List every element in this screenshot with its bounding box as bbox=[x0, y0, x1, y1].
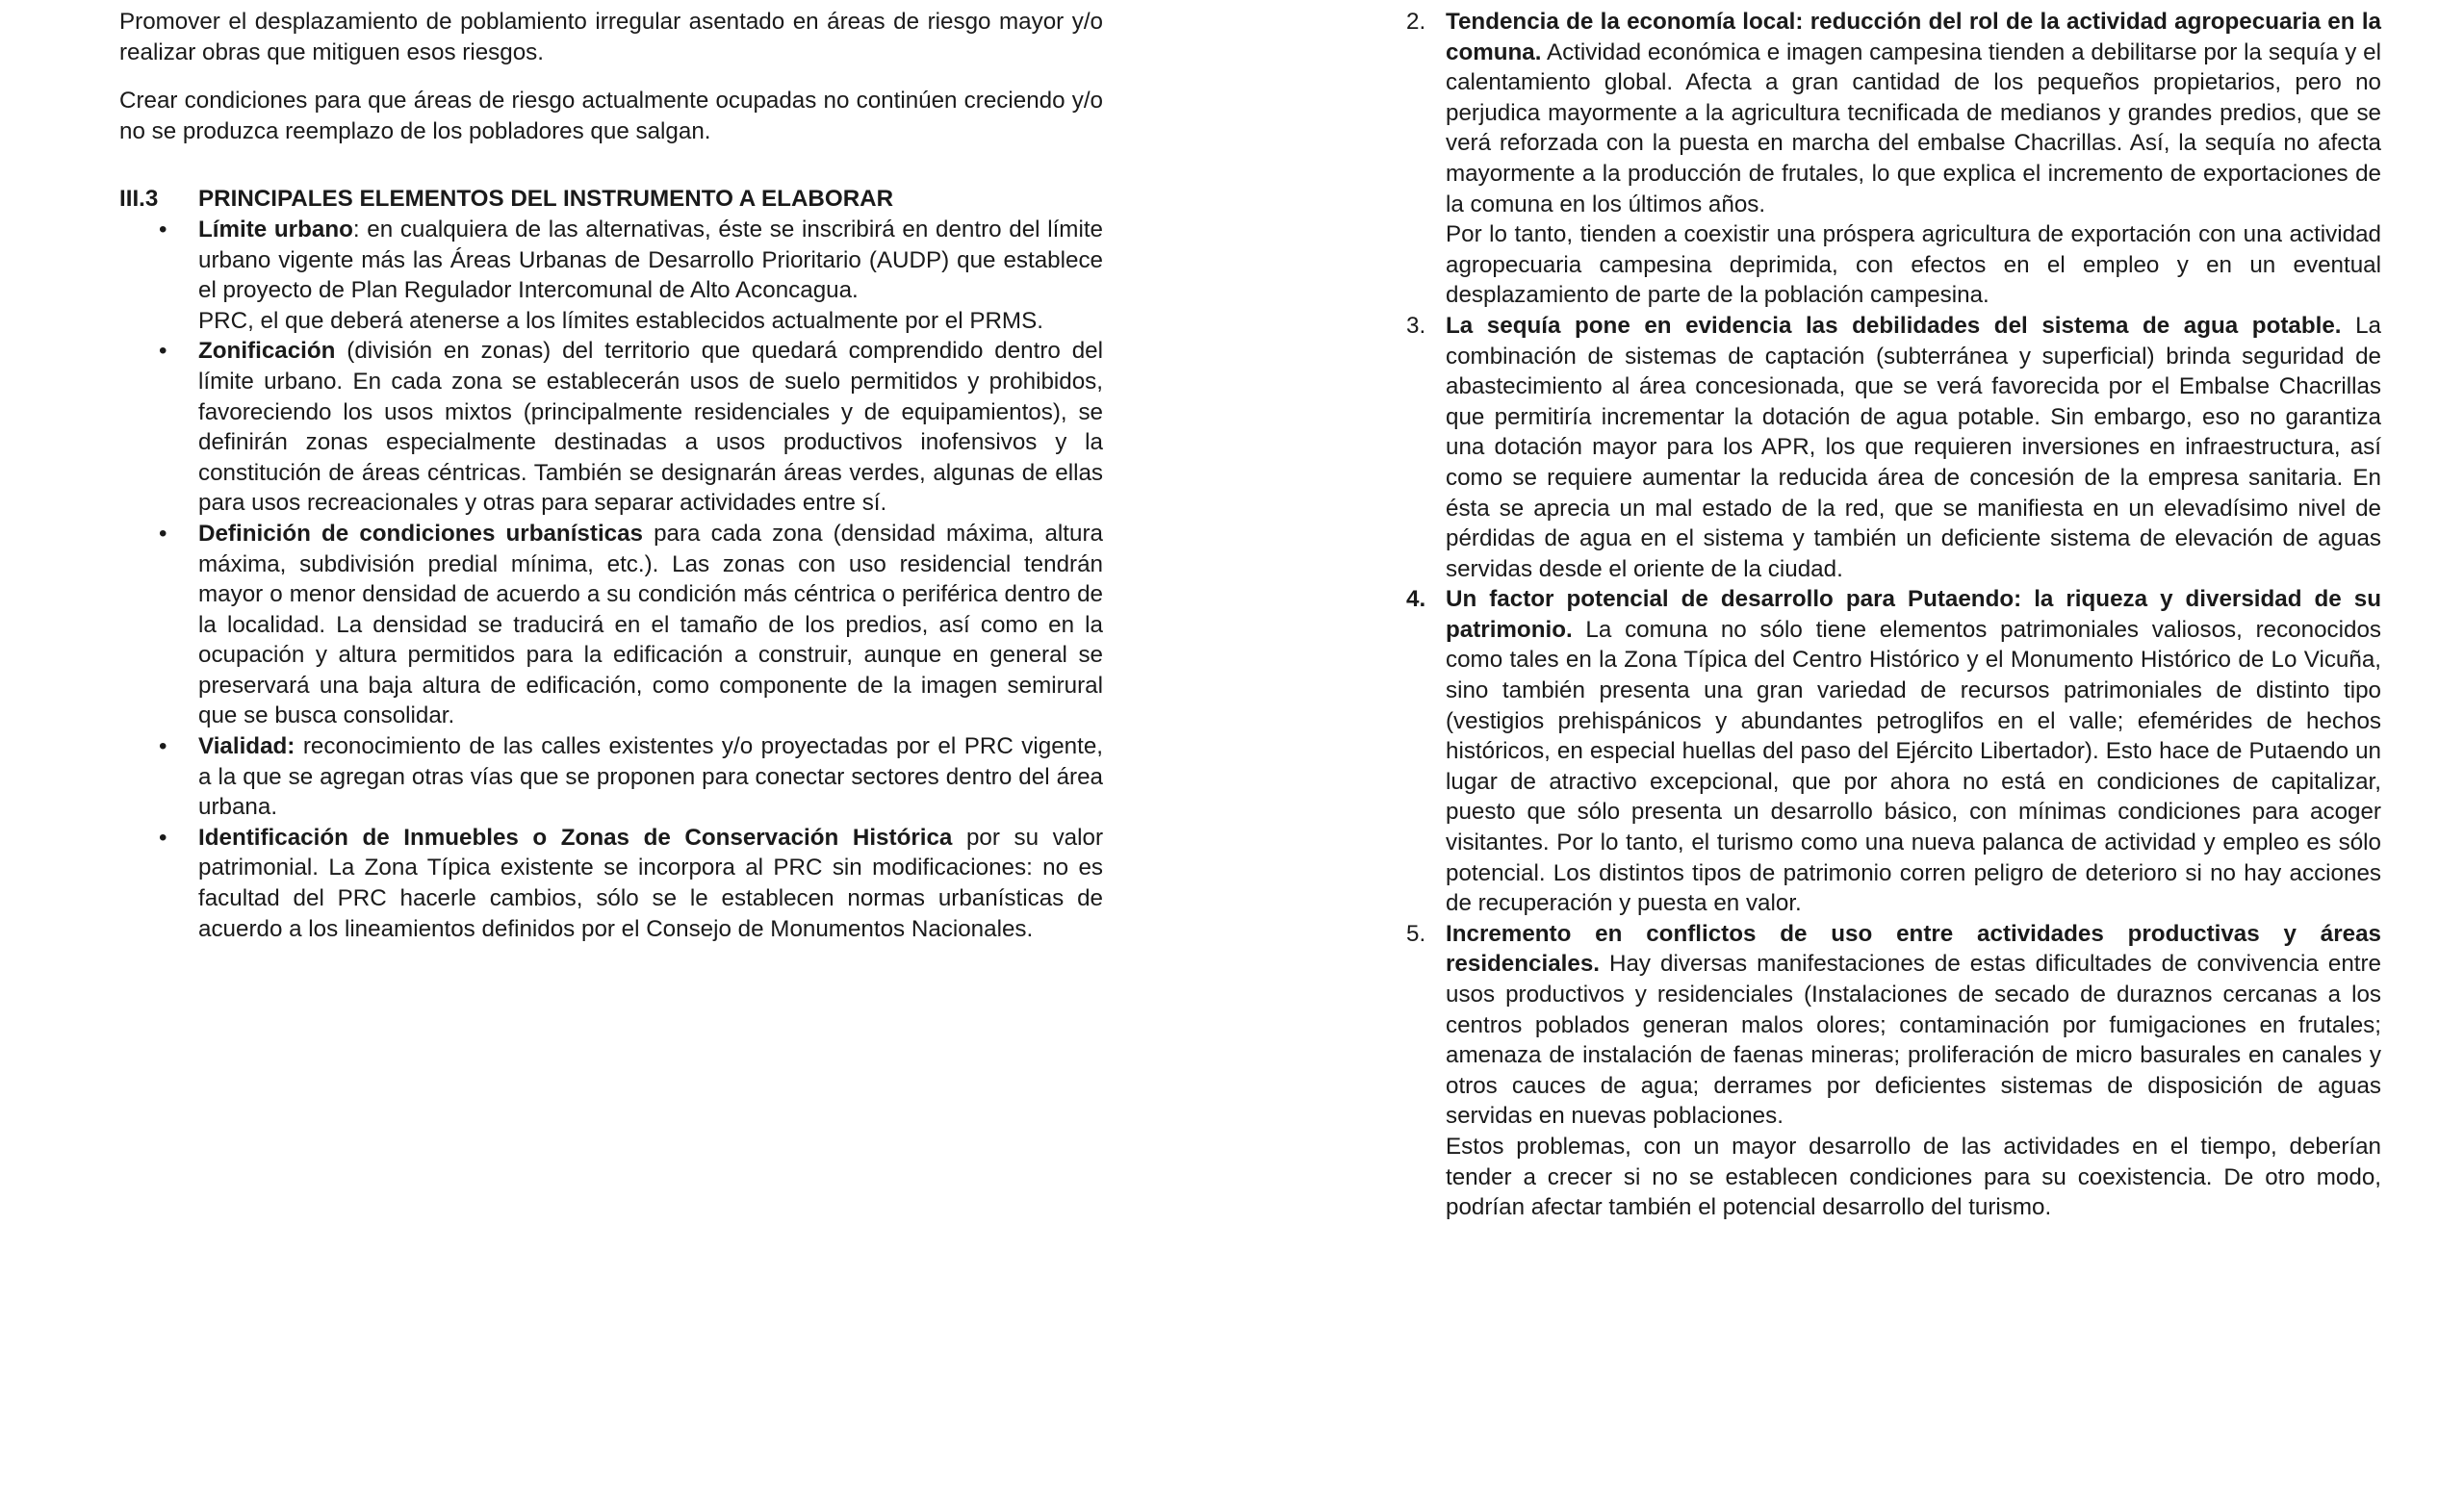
paragraph-relocation: Promover el desplazamiento de poblamiento irregular asentado en áreas de riesgo mayor y/o realizar obras que mitiguen esos riesgos. bbox=[119, 9, 1103, 65]
paragraph-risk-areas: Crear condiciones para que áreas de riesgo actualmente ocupadas no continúen creciendo y/o no se produzca reemplazo de los pobladores que salgan. bbox=[119, 88, 1103, 144]
bullet-lead: Límite urbano bbox=[198, 216, 353, 242]
section-number: III.3 bbox=[119, 186, 159, 213]
bullet-marker: • bbox=[159, 824, 167, 851]
left-column bbox=[119, 7, 1103, 944]
bullet-item-limite-urbano bbox=[119, 215, 1103, 336]
item-text: Actividad económica e imagen campesina tienden a debilitarse por la sequía y el calentamiento global. Afecta a gran cantidad de los pequeños propietarios, pero no perjudica mayormente a la agricultura tecnificada de medianos y grandes predios, que se verá reforzada con la puesta en marcha del embalse Chacrillas. Así, la sequía no afecta mayormente a la producción de frutales, lo que explica el incremento de exportaciones de la comuna en los últimos años. bbox=[1446, 38, 2381, 217]
bullet-lead: Zonificación bbox=[198, 338, 336, 365]
item-number: 5. bbox=[1406, 920, 1426, 947]
item-extra: Por lo tanto, tienden a coexistir una próspera agricultura de exportación con una actividad agropecuaria campesina deprimida, con efectos en el empleo y en un eventual desplazamiento de parte de la población campesina. bbox=[1446, 221, 2381, 309]
item-number: 4. bbox=[1406, 586, 1426, 613]
bullet-text: reconocimiento de las calles existentes y/o proyectadas por el PRC vigente, a la que se agregan otras vías que se proponen para conectar sectores dentro del área urbana. bbox=[198, 733, 1103, 821]
item-lead: Tendencia de la economía local: reducción del rol de la actividad agropecuaria en la comuna. bbox=[1446, 9, 2381, 65]
item-text: Hay diversas manifestaciones de estas dificultades de convivencia entre usos productivos y residenciales (Instalaciones de secado de duraznos cercanas a los centros poblados generan malos olores; contaminación por fumigaciones en frutales; amenaza de instalación de faenas mineras; proliferación de micro basurales en canales y otros cauces de agua; derrames por deficientes sistemas de disposición de aguas servidas en nuevas poblaciones. bbox=[1446, 951, 2381, 1130]
section-title: PRINCIPALES ELEMENTOS DEL INSTRUMENTO A ELABORAR bbox=[198, 186, 894, 213]
item-text: La combinación de sistemas de captación (subterránea y superficial) brinda seguridad de abastecimiento al área concesionada, que se verá favorecida por el Embalse Chacrillas que permitiría incrementar la dotación de agua potable. Sin embargo, eso no garantiza una dotación mayor para los APR, los que requieren inversiones en infraestructura, así como se requiere aumentar la reducida área de concesión de la empresa sanitaria. En ésta se aprecia un mal estado de la red, que se manifiesta en un elevadísimo nivel de pérdidas de agua en el sistema y también un deficiente sistema de elevación de aguas servidas desde el oriente de la ciudad. bbox=[1446, 312, 2382, 582]
bullet-marker: • bbox=[159, 216, 167, 242]
bullet-lead: Identificación de Inmuebles o Zonas de Conservación Histórica bbox=[198, 824, 953, 851]
item-lead: La sequía pone en evidencia las debilidades del sistema de agua potable. bbox=[1446, 312, 2342, 339]
numbered-item-agua-potable bbox=[1406, 311, 2381, 584]
numbered-item-conflictos-uso bbox=[1406, 919, 2381, 1223]
numbered-item-patrimonio bbox=[1406, 584, 2381, 919]
item-number: 2. bbox=[1406, 9, 1426, 35]
trends-numbered-list bbox=[1406, 7, 2381, 1223]
bullet-marker: • bbox=[159, 733, 167, 760]
item-lead: Un factor potencial de desarrollo para Putaendo: la riqueza y diversidad de su patrimonio. bbox=[1446, 586, 2381, 643]
item-number: 3. bbox=[1406, 312, 1426, 339]
bullet-text: : en cualquiera de las alternativas, éste se inscribirá en dentro del límite urbano vigente más las Áreas Urbanas de Desarrollo Prioritario (AUDP) que establece el proyecto de Plan Regulador Intercomunal de Alto Aconcagua. bbox=[198, 216, 1103, 304]
item-text: La comuna no sólo tiene elementos patrimoniales valiosos, reconocidos como tales en la Zona Típica del Centro Histórico y el Monumento Histórico de Lo Vicuña, sino también presenta una gran variedad de recursos patrimoniales de distinto tipo (vestigios prehispánicos y abundantes petroglifos en el valle; efemérides de hechos históricos, en especial huellas del paso del Ejército Libertador). Esto hace de Putaendo un lugar de atractivo excepcional, que por ahora no está en condiciones de capitalizar, puesto que sólo presenta un desarrollo básico, con mínimas condiciones para acoger visitantes. Por lo tanto, el turismo como una nueva palanca de actividad y empleo es sólo potencial. Los distintos tipos de patrimonio corren peligro de deterioro si no hay acciones de recuperación y puesta en valor. bbox=[1446, 616, 2381, 917]
bullet-text: para cada zona (densidad máxima, altura máxima, subdivisión predial mínima, etc.). Las zonas con uso residencial tendrán mayor o menor densidad de acuerdo a su condición más céntrica o periférica dentro de la localidad. La densidad se traducirá en el tamaño de los predios, así como en la ocupación y altura permitidos para la edificación a construir, aunque en general se preservará una baja altura de edificación, como componente de la imagen semirural que se busca consolidar. bbox=[198, 520, 1103, 729]
bullet-marker: • bbox=[159, 520, 167, 547]
section-heading bbox=[119, 184, 1103, 215]
bullet-item-condiciones-urbanisticas bbox=[119, 519, 1103, 731]
bullet-text: por su valor patrimonial. La Zona Típica existente se incorpora al PRC sin modificaciones: no es facultad del PRC hacerle cambios, sólo se le establecen normas urbanísticas de acuerdo a los lineamientos definidos por el Consejo de Monumentos Nacionales. bbox=[198, 824, 1104, 942]
bullet-extra: PRC, el que deberá atenerse a los límites establecidos actualmente por el PRMS. bbox=[198, 307, 1043, 334]
right-column bbox=[1406, 7, 2381, 1223]
bullet-lead: Definición de condiciones urbanísticas bbox=[198, 520, 644, 547]
bullet-item-conservacion-historica bbox=[119, 823, 1103, 944]
numbered-item-economia-local bbox=[1406, 7, 2381, 311]
item-lead: Incremento en conflictos de uso entre actividades productivas y áreas residenciales. bbox=[1446, 920, 2381, 978]
bullet-lead: Vialidad: bbox=[198, 733, 295, 760]
bullet-text: (división en zonas) del territorio que quedará comprendido dentro del límite urbano. En cada zona se establecerán usos de suelo permitidos y prohibidos, favoreciendo los usos mixtos (principalmente residenciales y de equipamientos), se definirán zonas especialmente destinadas a usos productivos inofensivos y la constitución de áreas céntricas. También se designarán áreas verdes, algunas de ellas para usos recreacionales y otras para separar actividades entre sí. bbox=[198, 338, 1103, 517]
bullet-item-zonificacion bbox=[119, 336, 1103, 519]
bullet-item-vialidad bbox=[119, 731, 1103, 823]
item-extra: Estos problemas, con un mayor desarrollo de las actividades en el tiempo, deberían tender a crecer si no se establecen condiciones para su coexistencia. De otro modo, podrían afectar también el potencial desarrollo del turismo. bbox=[1446, 1133, 2381, 1221]
bullet-marker: • bbox=[159, 338, 167, 365]
elements-bullet-list bbox=[119, 215, 1103, 944]
